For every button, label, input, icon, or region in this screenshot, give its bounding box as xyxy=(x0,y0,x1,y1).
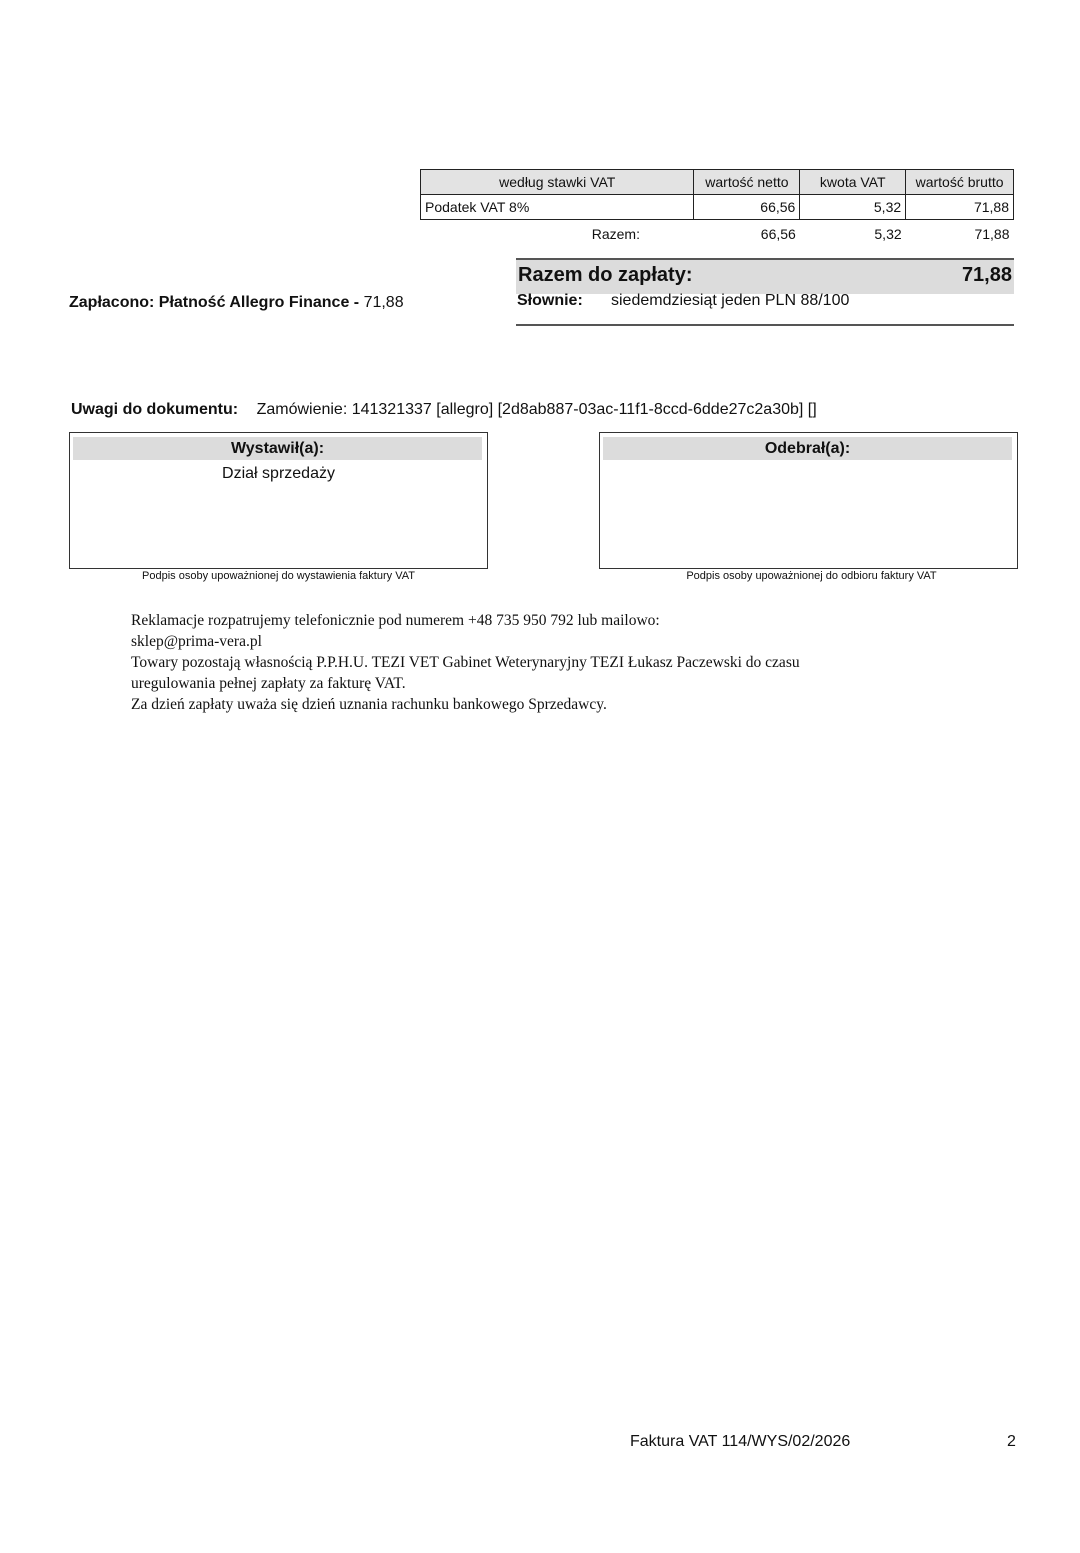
table-row xyxy=(421,195,1014,220)
total-to-pay-label: Razem do zapłaty: xyxy=(518,264,693,286)
vat-table-header xyxy=(421,170,1014,195)
remarks-line: Za dzień zapłaty uważa się dzień uznania rachunku bankowego Sprzedawcy. xyxy=(131,696,607,713)
header-vat-amount: kwota VAT xyxy=(800,170,906,195)
received-by-caption: Podpis osoby upoważnionej do odbioru faktury VAT xyxy=(686,570,937,582)
vat-summary-table xyxy=(420,169,1014,248)
payment-status xyxy=(69,294,404,312)
total-to-pay-value: 71,88 xyxy=(961,264,1012,286)
payment-status-amount: 71,88 xyxy=(363,294,404,311)
gross-value-cell: 71,88 xyxy=(906,195,1014,220)
issued-by-title: Wystawił(a): xyxy=(73,437,482,460)
issued-by-value: Dział sprzedaży xyxy=(222,465,335,482)
sum-gross-value: 71,88 xyxy=(974,226,1010,242)
amount-in-words-label: Słownie: xyxy=(517,292,583,309)
issued-by-box xyxy=(69,432,488,569)
remarks-block xyxy=(131,610,931,715)
page-number: 2 xyxy=(1007,1433,1016,1450)
header-net-value: wartość netto xyxy=(694,170,800,195)
total-to-pay-bar xyxy=(516,258,1014,294)
document-notes xyxy=(71,401,817,419)
remarks-line: Towary pozostają własnością P.P.H.U. TEZI VET Gabinet Weterynaryjny TEZI Łukasz Paczewski do czasu xyxy=(131,654,800,671)
remarks-line: Reklamacje rozpatrujemy telefonicznie pod numerem +48 735 950 792 lub mailowo: xyxy=(131,612,660,629)
total-divider xyxy=(516,324,1014,326)
footer-document-id: Faktura VAT 114/WYS/02/2026 xyxy=(630,1433,851,1450)
document-notes-label: Uwagi do dokumentu: xyxy=(71,401,239,418)
payment-status-label: Zapłacono: Płatność Allegro Finance - xyxy=(69,294,364,311)
vat-amount-cell: 5,32 xyxy=(800,195,906,220)
remarks-line: sklep@prima-vera.pl xyxy=(131,633,262,650)
received-by-title: Odebrał(a): xyxy=(603,437,1012,460)
sum-label: Razem: xyxy=(591,226,640,242)
document-notes-value: Zamówienie: 141321337 [allegro] [2d8ab887-03ac-11f1-8ccd-6dde27c2a30b] [] xyxy=(256,401,817,418)
header-vat-rate: według stawki VAT xyxy=(421,170,694,195)
vat-rate-cell: Podatek VAT 8% xyxy=(421,195,694,220)
net-value-cell: 66,56 xyxy=(694,195,800,220)
remarks-line: uregulowania pełnej zapłaty za fakturę VAT. xyxy=(131,675,406,692)
received-by-box xyxy=(599,432,1018,569)
sum-net-value: 66,56 xyxy=(760,226,796,242)
amount-in-words-value: siedemdziesiąt jeden PLN 88/100 xyxy=(611,292,850,309)
header-gross-value: wartość brutto xyxy=(906,170,1014,195)
issued-by-caption: Podpis osoby upoważnionej do wystawienia faktury VAT xyxy=(142,570,415,582)
table-sum-row xyxy=(421,220,1014,249)
sum-vat-amount: 5,32 xyxy=(874,226,902,242)
